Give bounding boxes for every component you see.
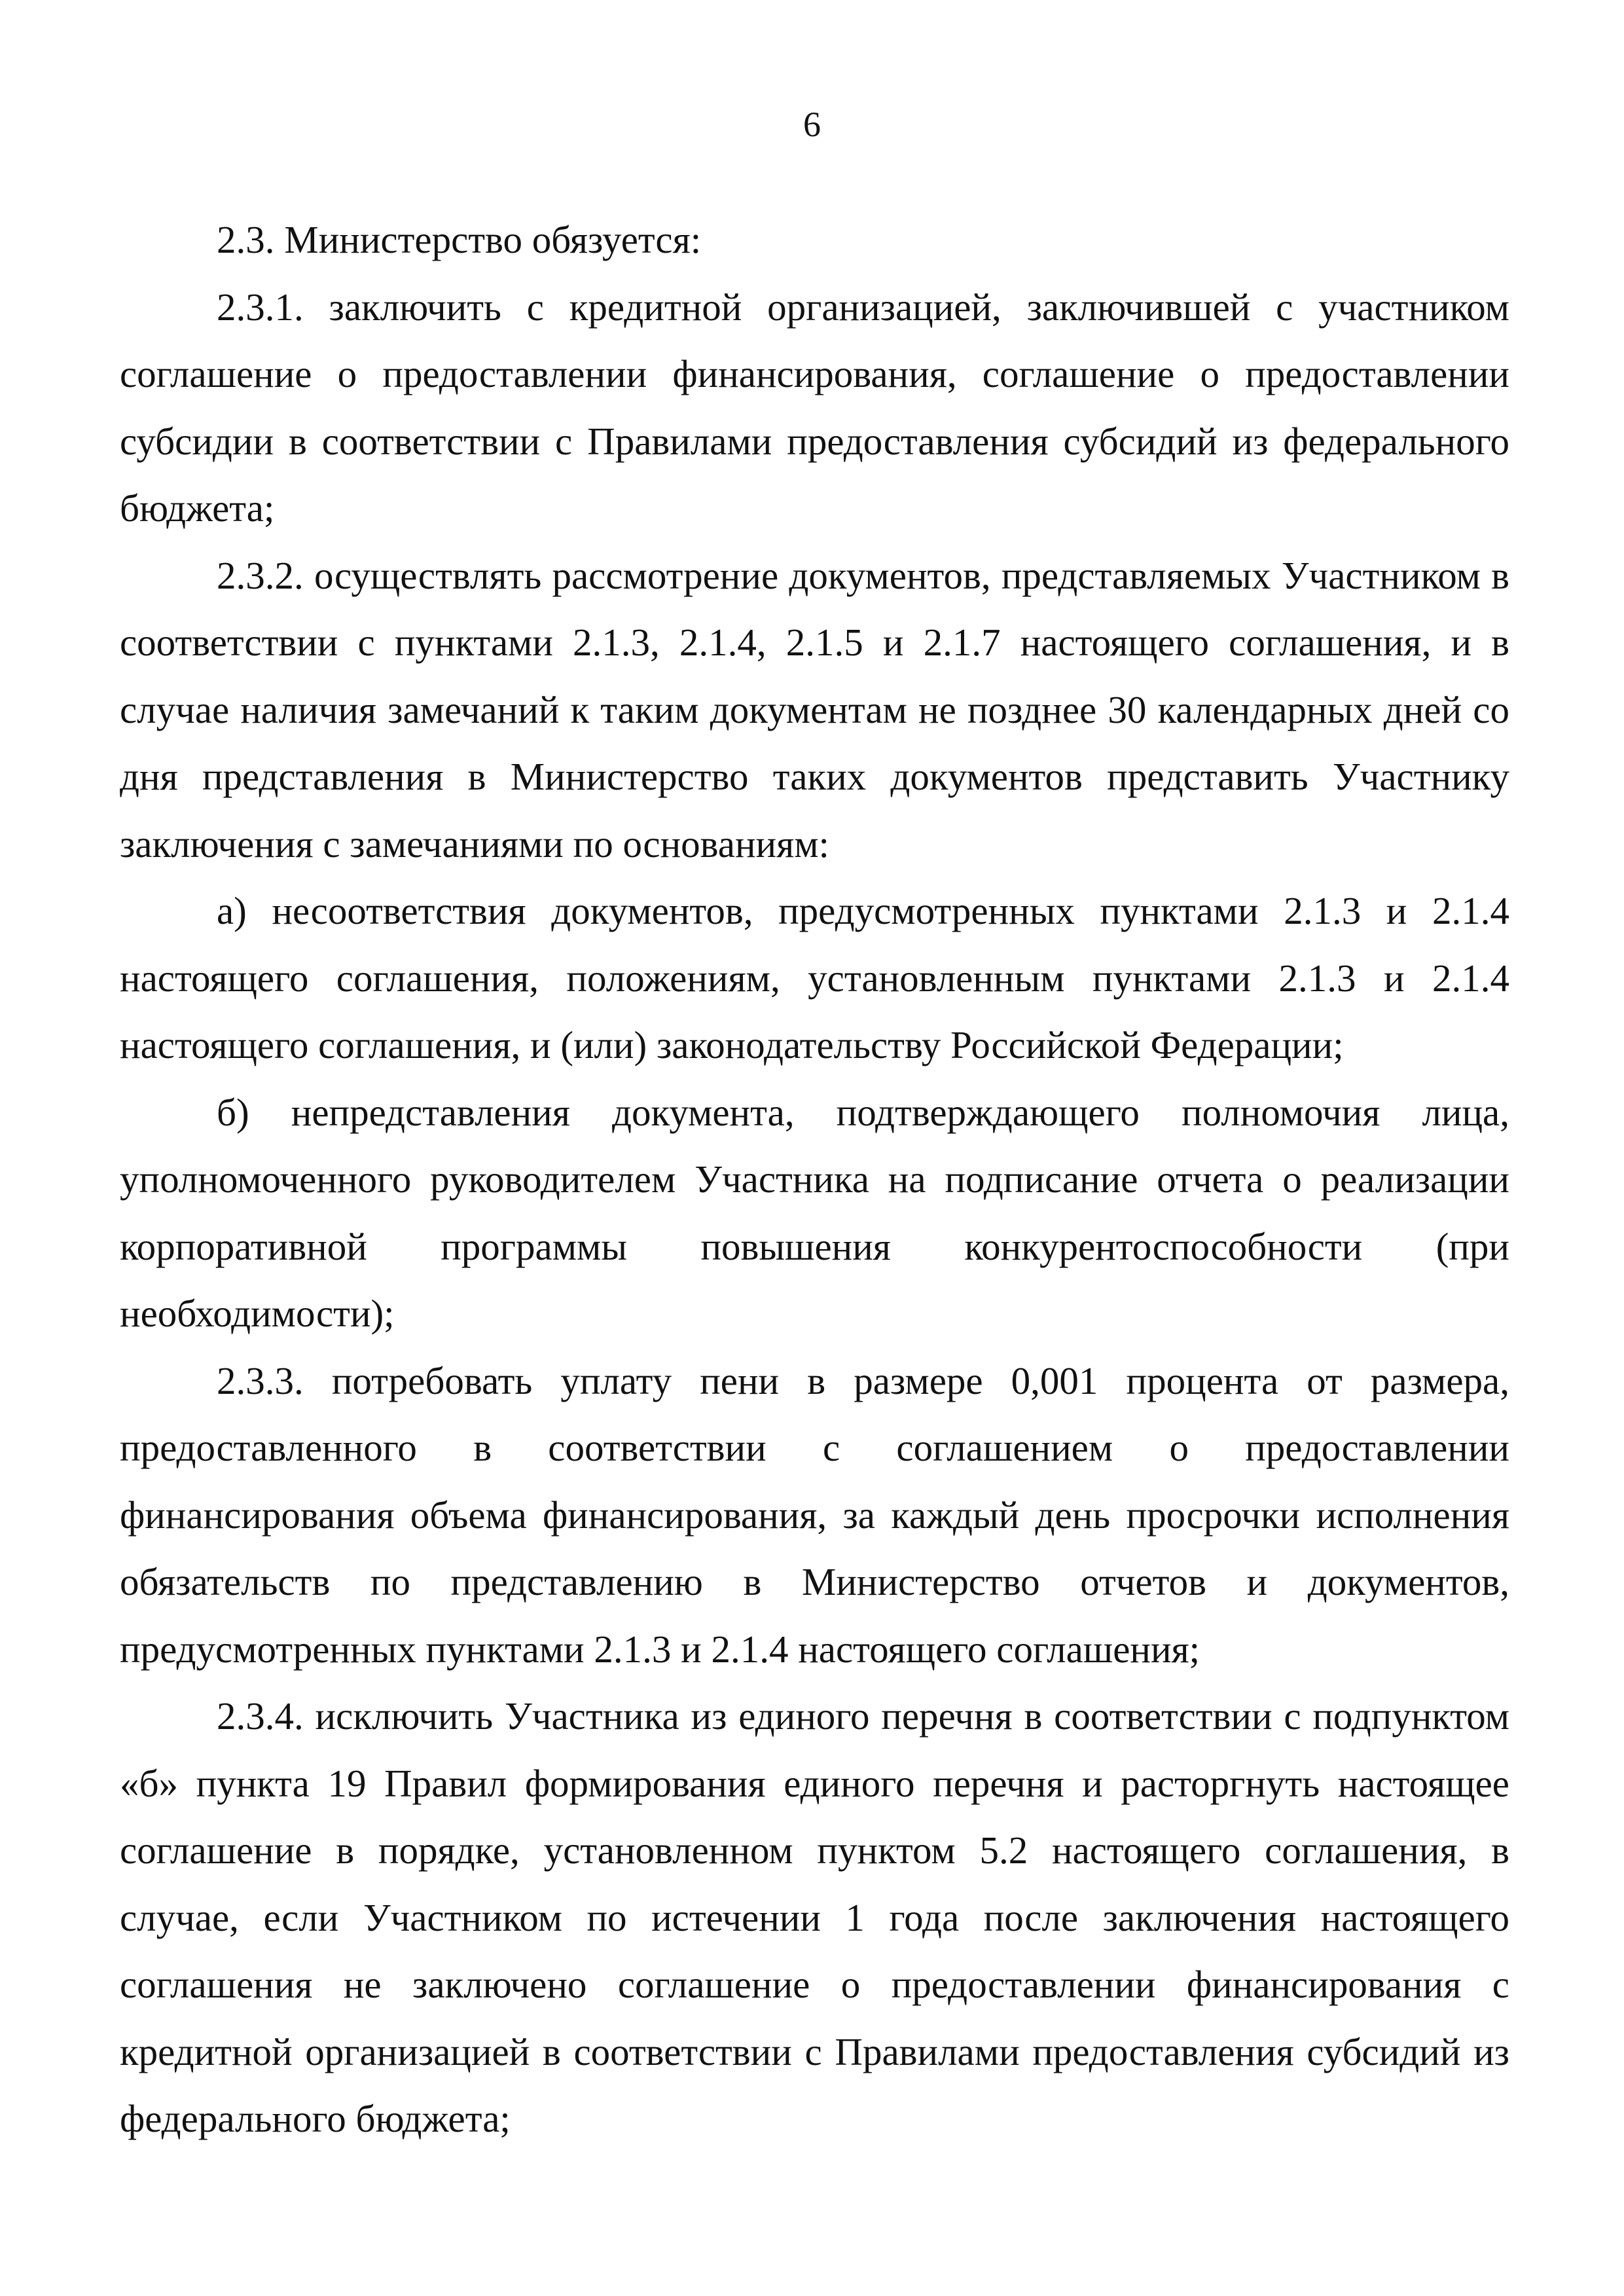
page-number: 6 xyxy=(803,105,821,144)
paragraph-2-3-1: 2.3.1. заключить с кредитной организацией, заключившей с участником соглашение о предоставлении финансирования, соглашение о предоставлении субсидии в соответствии с Правилами предоставления субсидий из федерального бюджета; xyxy=(120,285,1509,530)
document-body xyxy=(120,206,1509,2153)
paragraph-2-3-2: 2.3.2. осуществлять рассмотрение документов, представляемых Участником в соответствии с пунктами 2.1.3, 2.1.4, 2.1.5 и 2.1.7 настоящего соглашения, и в случае наличия замечаний к таким документам не позднее 30 календарных дней со дня представления в Министерство таких документов представить Участнику заключения с замечаниями по основаниям: xyxy=(120,553,1509,866)
paragraph-2-3: 2.3. Министерство обязуется: xyxy=(217,218,702,261)
paragraph-2-3-2-b: б) непредставления документа, подтверждающего полномочия лица, уполномоченного руководителем Участника на подписание отчета о реализации корпоративной программы повышения конкурентоспособности (при необходимости); xyxy=(120,1090,1509,1335)
paragraph-2-3-3: 2.3.3. потребовать уплату пени в размере 0,001 процента от размера, предоставленного в соответствии с соглашением о предоставлении финансирования объема финансирования, за каждый день просрочки исполнения обязательств по представлению в Министерство отчетов и документов, предусмотренных пунктами 2.1.3 и 2.1.4 настоящего соглашения; xyxy=(120,1358,1509,1671)
paragraph-2-3-2-a: а) несоответствия документов, предусмотренных пунктами 2.1.3 и 2.1.4 настоящего соглашения, положениям, установленным пунктами 2.1.3 и 2.1.4 настоящего соглашения, и (или) законодательству Российской Федерации; xyxy=(120,889,1509,1066)
paragraph-2-3-4: 2.3.4. исключить Участника из единого перечня в соответствии с подпунктом «б» пункта 19 Правил формирования единого перечня и расторгнуть настоящее соглашение в порядке, установленном пунктом 5.2 настоящего соглашения, в случае, если Участником по истечении 1 года после заключения настоящего соглашения не заключено соглашение о предоставлении финансирования с кредитной организацией в соответствии с Правилами предоставления субсидий из федерального бюджета; xyxy=(120,1694,1509,2140)
